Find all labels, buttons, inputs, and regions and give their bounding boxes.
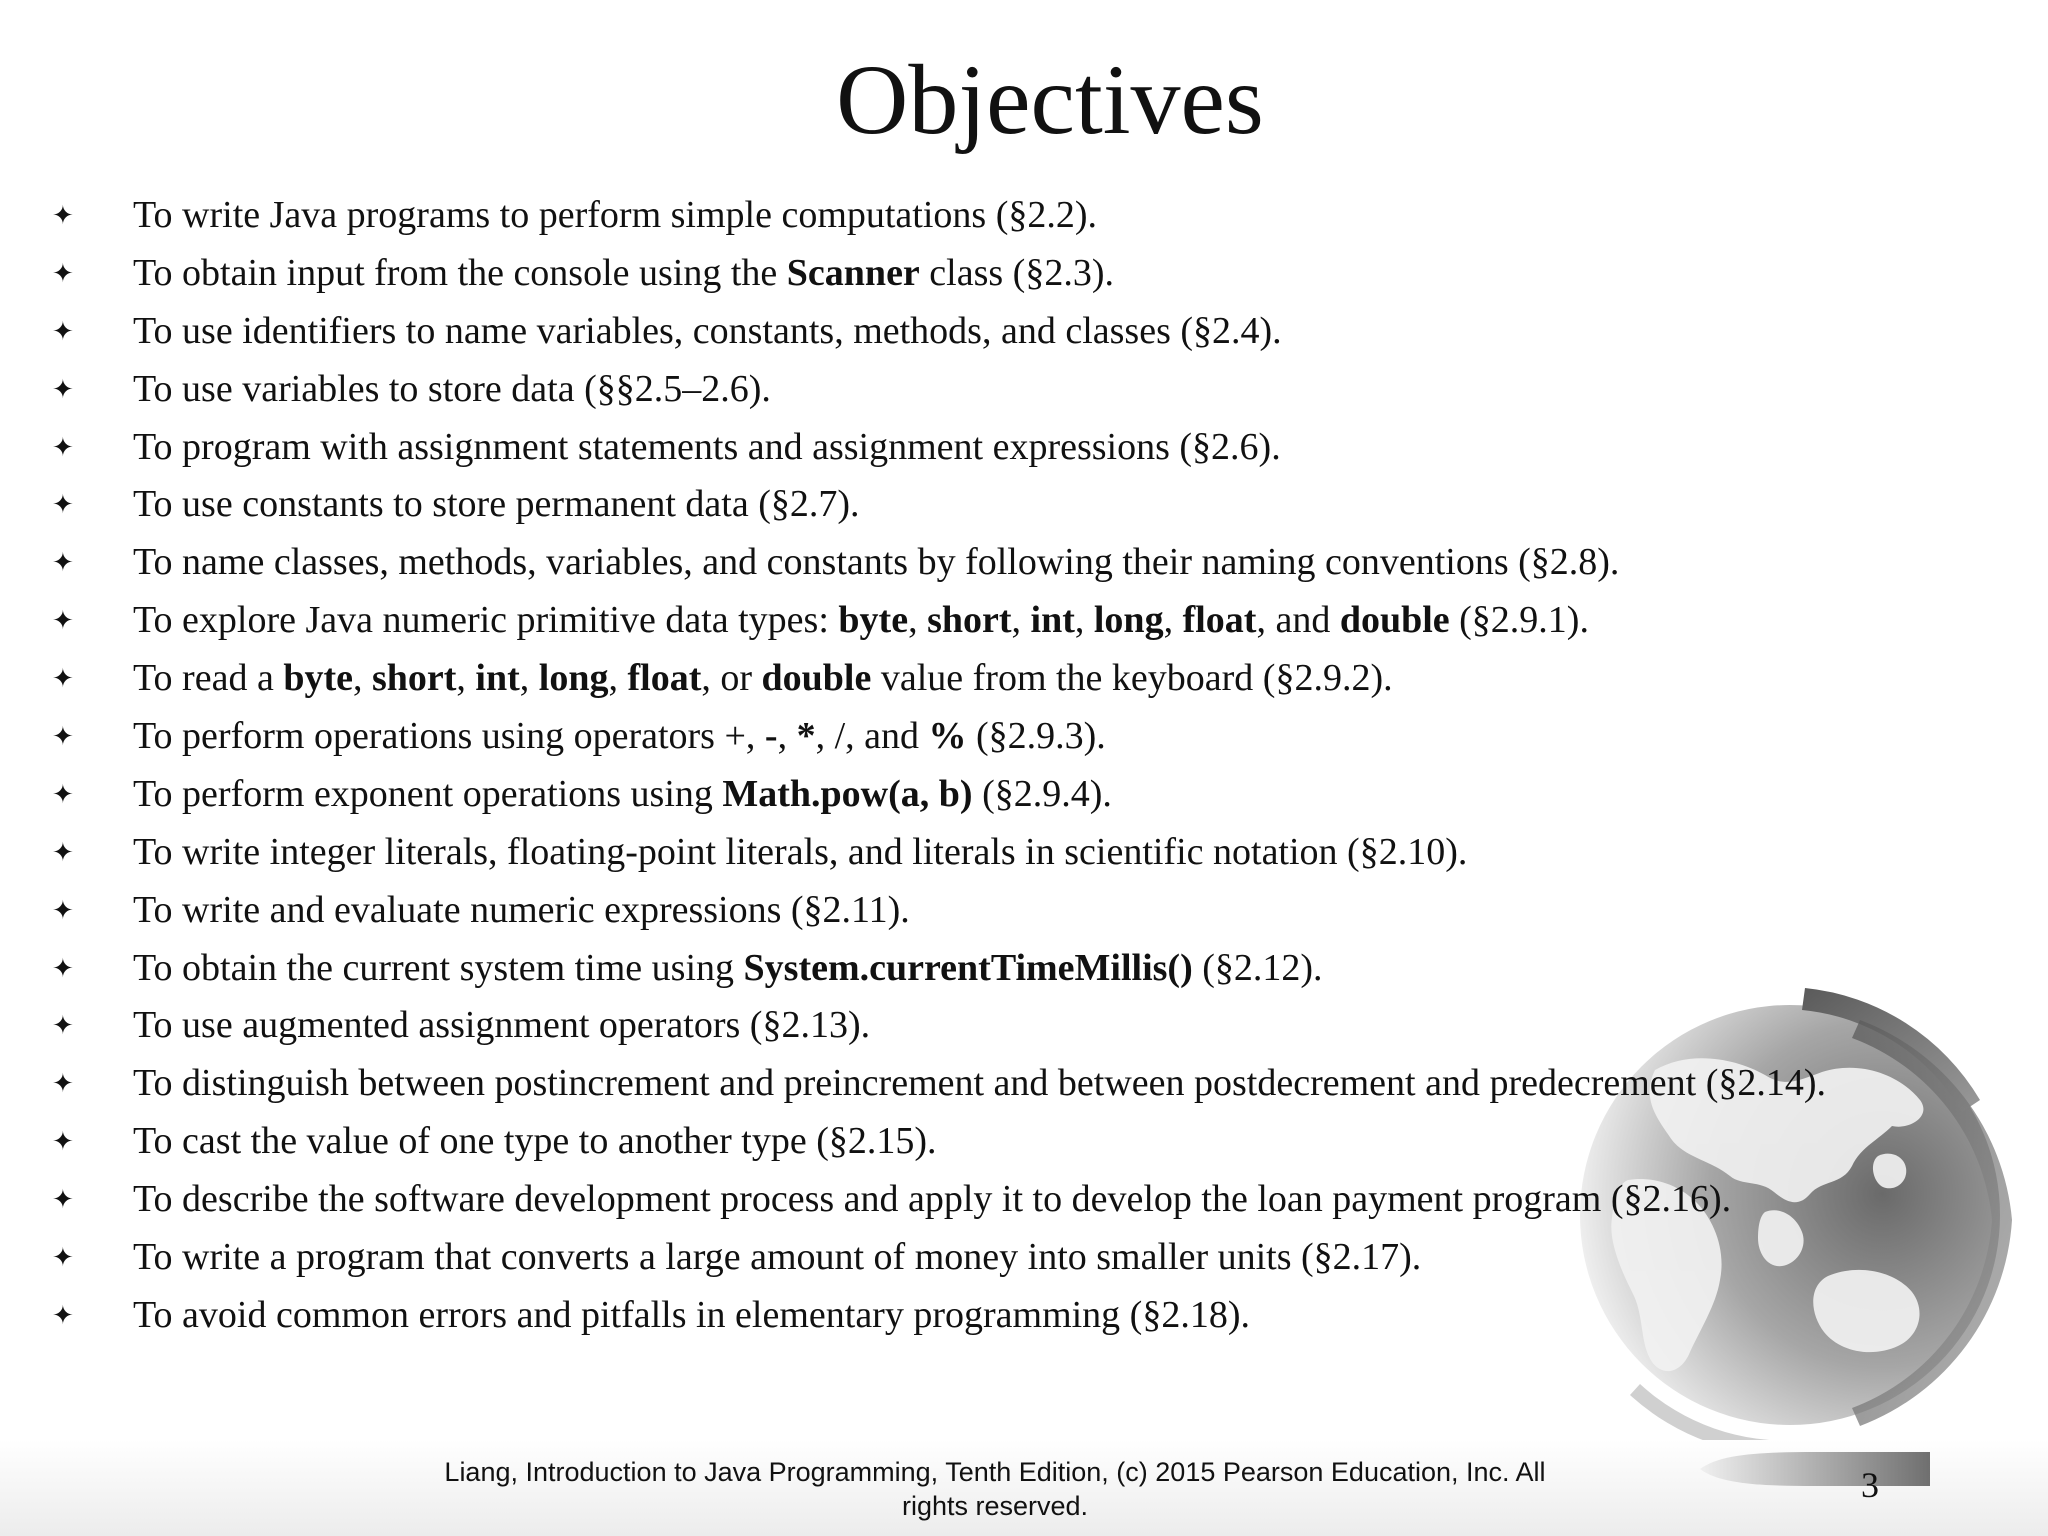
- objective-text-segment: To distinguish between postincrement and preincrement and between postdecrement and predecrement (§2.14).: [133, 1062, 1827, 1105]
- objective-text: [133, 595, 1589, 645]
- objective-keyword: double: [1339, 599, 1450, 642]
- objective-text-segment: ,: [456, 657, 476, 700]
- star-bullet-icon: ✦: [52, 837, 74, 868]
- objective-text-segment: ,: [908, 599, 928, 642]
- objective-text-segment: To perform operations using operators +,: [133, 715, 765, 758]
- objective-text-segment: To describe the software development process and apply it to develop the loan payment program (§2.16).: [133, 1178, 1732, 1221]
- star-bullet-icon: ✦: [52, 316, 74, 347]
- star-bullet-icon: ✦: [52, 1300, 74, 1331]
- objective-text: [133, 479, 860, 529]
- objective-keyword: double: [761, 657, 872, 700]
- objective-text-segment: (§2.12).: [1192, 946, 1323, 989]
- objective-text: [133, 537, 1619, 587]
- objective-text-segment: (§2.9.3).: [966, 715, 1106, 758]
- footer-line-1: Liang, Introduction to Java Programming, Tenth Edition, (c) 2015 Pearson Education, Inc. All: [444, 1457, 1546, 1487]
- objective-text-segment: ,: [608, 657, 628, 700]
- star-bullet-icon: ✦: [52, 664, 74, 695]
- objective-text: [133, 1174, 1731, 1224]
- page-number: 3: [1861, 1465, 1879, 1505]
- objective-text-segment: To obtain the current system time using: [133, 946, 744, 989]
- star-bullet-icon: ✦: [52, 606, 74, 637]
- star-bullet-icon: ✦: [52, 1127, 74, 1158]
- objective-text-segment: To obtain input from the console using the: [133, 251, 787, 294]
- objective-keyword: long: [1093, 599, 1164, 642]
- objective-text-segment: To explore Java numeric primitive data types:: [133, 599, 839, 642]
- objective-keyword: Math.pow(a, b): [722, 772, 973, 815]
- objective-text-segment: To use identifiers to name variables, constants, methods, and classes (§2.4).: [133, 309, 1282, 352]
- objective-text-segment: ,: [519, 657, 539, 700]
- objective-text: [133, 422, 1281, 472]
- star-bullet-icon: ✦: [52, 1243, 74, 1274]
- objective-text: [133, 885, 910, 935]
- objective-keyword: long: [538, 657, 609, 700]
- star-bullet-icon: ✦: [52, 895, 74, 926]
- objective-text-segment: To use constants to store permanent data (§2.7).: [133, 483, 860, 526]
- objective-text-segment: value from the keyboard (§2.9.2).: [871, 657, 1393, 700]
- objective-text-segment: , and: [1256, 599, 1340, 642]
- objective-keyword: -: [764, 715, 778, 758]
- objective-keyword: byte: [283, 657, 353, 700]
- objective-text: [133, 943, 1323, 993]
- objective-keyword: short: [927, 599, 1012, 642]
- objective-keyword: float: [627, 657, 702, 700]
- objective-text-segment: (§2.9.1).: [1449, 599, 1589, 642]
- objective-text: [133, 1058, 1826, 1108]
- objective-text-segment: To avoid common errors and pitfalls in elementary programming (§2.18).: [133, 1293, 1250, 1336]
- objective-text: [133, 190, 1097, 240]
- star-bullet-icon: ✦: [52, 374, 74, 405]
- objective-keyword: int: [1030, 599, 1075, 642]
- objective-text-segment: ,: [777, 715, 797, 758]
- objective-text-segment: To perform exponent operations using: [133, 772, 723, 815]
- star-bullet-icon: ✦: [52, 258, 74, 289]
- objective-keyword: %: [928, 715, 967, 758]
- objective-keyword: System.currentTimeMillis(): [743, 946, 1193, 989]
- star-bullet-icon: ✦: [52, 779, 74, 810]
- objective-text-segment: ,: [1074, 599, 1094, 642]
- slide-title: Objectives: [836, 44, 1264, 155]
- star-bullet-icon: ✦: [52, 953, 74, 984]
- objective-text-segment: , or: [701, 657, 762, 700]
- objective-text-segment: To write integer literals, floating-point literals, and literals in scientific notation (§2.10).: [133, 830, 1468, 873]
- star-bullet-icon: ✦: [52, 432, 74, 463]
- objective-text: [133, 1116, 937, 1166]
- objective-text-segment: class (§2.3).: [919, 251, 1114, 294]
- objective-text-segment: To write Java programs to perform simple computations (§2.2).: [133, 194, 1098, 236]
- objective-text-segment: To name classes, methods, variables, and constants by following their naming conventions (§2.8).: [133, 541, 1620, 584]
- star-bullet-icon: ✦: [52, 1185, 74, 1216]
- objective-text-segment: To cast the value of one type to another type (§2.15).: [133, 1120, 937, 1163]
- objective-text: [133, 248, 1114, 298]
- objective-keyword: *: [796, 715, 816, 758]
- objective-text-segment: To read a: [133, 657, 284, 700]
- footer-line-2: rights reserved.: [901, 1491, 1089, 1521]
- objective-keyword: float: [1182, 599, 1257, 642]
- star-bullet-icon: ✦: [52, 548, 74, 579]
- objective-text-segment: ,: [1011, 599, 1031, 642]
- objective-text-segment: To program with assignment statements and assignment expressions (§2.6).: [133, 425, 1281, 468]
- objective-text: [133, 827, 1467, 877]
- objective-text-segment: To use augmented assignment operators (§2.13).: [133, 1004, 871, 1047]
- footer-copyright: [390, 1455, 1600, 1523]
- star-bullet-icon: ✦: [52, 490, 74, 521]
- objective-text: [133, 306, 1282, 356]
- objective-text-segment: To write and evaluate numeric expressions (§2.11).: [133, 888, 910, 931]
- objective-keyword: short: [371, 657, 457, 700]
- objective-text: [133, 1000, 870, 1050]
- objective-text-segment: , /, and: [815, 715, 929, 758]
- objective-text: [133, 711, 1106, 761]
- objective-keyword: Scanner: [786, 251, 920, 294]
- objective-text-segment: (§2.9.4).: [972, 772, 1112, 815]
- objective-keyword: int: [475, 657, 520, 700]
- star-bullet-icon: ✦: [52, 1011, 74, 1042]
- objective-text-segment: ,: [1163, 599, 1183, 642]
- footer-tab-decoration: [1700, 1452, 1930, 1486]
- objective-text-segment: ,: [352, 657, 372, 700]
- objective-text: [133, 769, 1112, 819]
- objective-text-segment: To write a program that converts a large amount of money into smaller units (§2.17).: [133, 1236, 1422, 1279]
- objective-text: [133, 653, 1393, 703]
- objective-text-segment: To use variables to store data (§§2.5–2.6).: [133, 367, 771, 410]
- objective-keyword: byte: [838, 599, 909, 642]
- objective-text: [133, 364, 771, 414]
- star-bullet-icon: ✦: [52, 1069, 74, 1100]
- star-bullet-icon: ✦: [52, 201, 74, 231]
- star-bullet-icon: ✦: [52, 722, 74, 753]
- objective-text: [133, 1232, 1421, 1282]
- objective-text: [133, 1290, 1250, 1340]
